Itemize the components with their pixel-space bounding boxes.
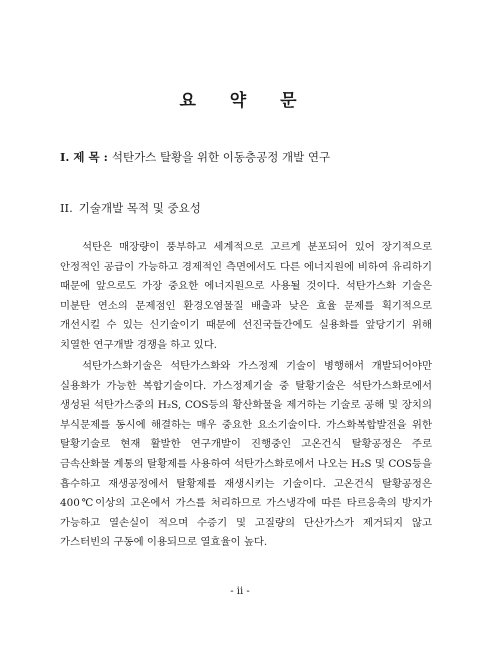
paragraph-1: 석탄은 매장량이 풍부하고 세계적으로 고르게 분포되어 있어 장기적으로 안정적인 공급이 가능하고 경제적인 측면에서도 다른 에너지원에 비하여 유리하기 때문에 앞으로도 가장 중요한 에너지원으로 사용될 것이다. 석탄가스화 기술은 미분탄 연소의 문제점인 환경오염물질 배출과 낮은 효율 문제를 획기적으로 개선시킬 수 있는 신기술이기 때문에 선진국들간에도 실용화를 앞당기기 위해 치열한 연구개발 경쟁을 하고 있다. bbox=[60, 241, 432, 351]
section-2-heading bbox=[60, 200, 201, 216]
section-1-heading bbox=[60, 149, 330, 165]
section-2-number: II. bbox=[60, 201, 73, 215]
page-title: 요 약 문 bbox=[179, 91, 311, 111]
paragraph-2: 석탄가스화기술은 석탄가스화와 가스정제 기술이 병행해서 개발되어야만 실용화가 가능한 복합기술이다. 가스정제기술 중 탈황기술은 석탄가스화로에서 생성된 석탄가스중의 H₂S, COS등의 황산화물을 제거하는 기술로 공해 및 장치의 부식문제를 동시에 해결하는 매우 중요한 요소기술이다. 가스화복합발전을 위한 탈황기술로 현재 활발한 연구개발이 진행중인 고온건식 탈황공정은 주로 금속산화물 계통의 탈황제를 사용하여 석탄가스화로에서 나오는 H₂S 및 COS등을 흡수하고 재생공정에서 탈황제를 재생시키는 기술이다. 고온건식 탈황공정은 400℃이상의 고온에서 가스를 처리하므로 가스냉각에 따른 타르응축의 방지가 가능하고 열손실이 적으며 수증기 및 고질량의 단산가스가 제거되지 않고 가스터빈의 구동에 이용되므로 열효율이 높다. bbox=[60, 360, 432, 549]
section-1-title: 석탄가스 탈황을 위한 이동층공정 개발 연구 bbox=[111, 150, 331, 164]
page-number: - ii - bbox=[230, 586, 250, 597]
section-1-number: I. 제 목 : bbox=[60, 150, 108, 164]
section-2-title: 기술개발 목적 및 중요성 bbox=[78, 201, 201, 215]
